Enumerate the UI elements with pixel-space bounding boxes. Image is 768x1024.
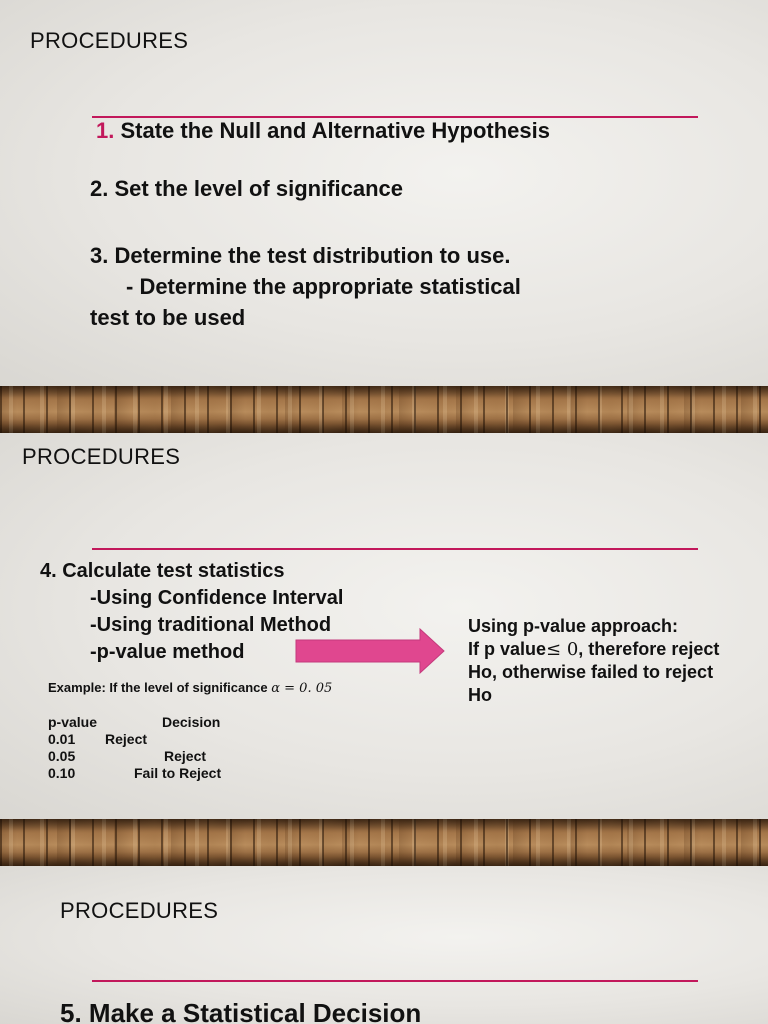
step-1-text: State the Null and Alternative Hypothesis <box>120 118 550 143</box>
step-2: 2. Set the level of significance <box>90 176 403 201</box>
table-row-2-decision: Reject <box>164 748 207 764</box>
step-3-line-1: 3. Determine the test distribution to use. <box>90 243 511 268</box>
example-math: α = 0. 05 <box>271 681 333 696</box>
step-4-sub-3: -p-value method <box>90 641 245 663</box>
approach-line-4: Ho <box>468 685 492 705</box>
table-row-1-decision: Reject <box>105 731 148 747</box>
approach-line-1: Using p-value approach: <box>468 616 679 636</box>
slide-3 <box>0 866 768 1024</box>
slide-2 <box>0 433 768 819</box>
step-3-line-3: test to be used <box>90 305 246 330</box>
table-row-2-pvalue: 0.05 <box>48 748 76 764</box>
approach-line-2 <box>468 639 719 660</box>
step-1 <box>96 118 550 144</box>
table-row-1-pvalue: 0.01 <box>48 731 76 747</box>
step-1-number: 1. <box>96 118 115 143</box>
slide-2-heading: PROCEDURES <box>22 444 181 469</box>
wood-floor-divider-1 <box>0 386 768 433</box>
step-3-line-2: - Determine the appropriate statistical <box>126 274 521 299</box>
slide-2-divider <box>92 548 698 550</box>
slide-1 <box>0 0 768 386</box>
wood-floor-divider-2 <box>0 819 768 866</box>
table-header-pvalue: p-value <box>48 714 98 730</box>
slide-3-divider <box>92 980 698 982</box>
step-5: 5. Make a Statistical Decision <box>60 998 422 1024</box>
slide-3-heading: PROCEDURES <box>60 898 219 923</box>
slide-1-heading: PROCEDURES <box>30 28 189 53</box>
approach-line-2-b: , therefore reject <box>578 639 720 659</box>
step-4-sub-2: -Using traditional Method <box>90 614 332 636</box>
step-4: 4. Calculate test statistics <box>40 560 285 582</box>
approach-line-2-a: If p value <box>468 639 547 659</box>
table-header-decision: Decision <box>162 714 221 730</box>
table-row-3-decision: Fail to Reject <box>134 765 222 781</box>
step-4-sub-1: -Using Confidence Interval <box>90 587 344 609</box>
example-prefix: Example: If the level of significance <box>48 680 272 695</box>
right-arrow-icon <box>294 627 446 675</box>
approach-line-3: Ho, otherwise failed to reject <box>468 662 714 682</box>
example-text <box>48 680 332 696</box>
table-row-3-pvalue: 0.10 <box>48 765 76 781</box>
approach-math: ≤ 0 <box>546 639 579 660</box>
